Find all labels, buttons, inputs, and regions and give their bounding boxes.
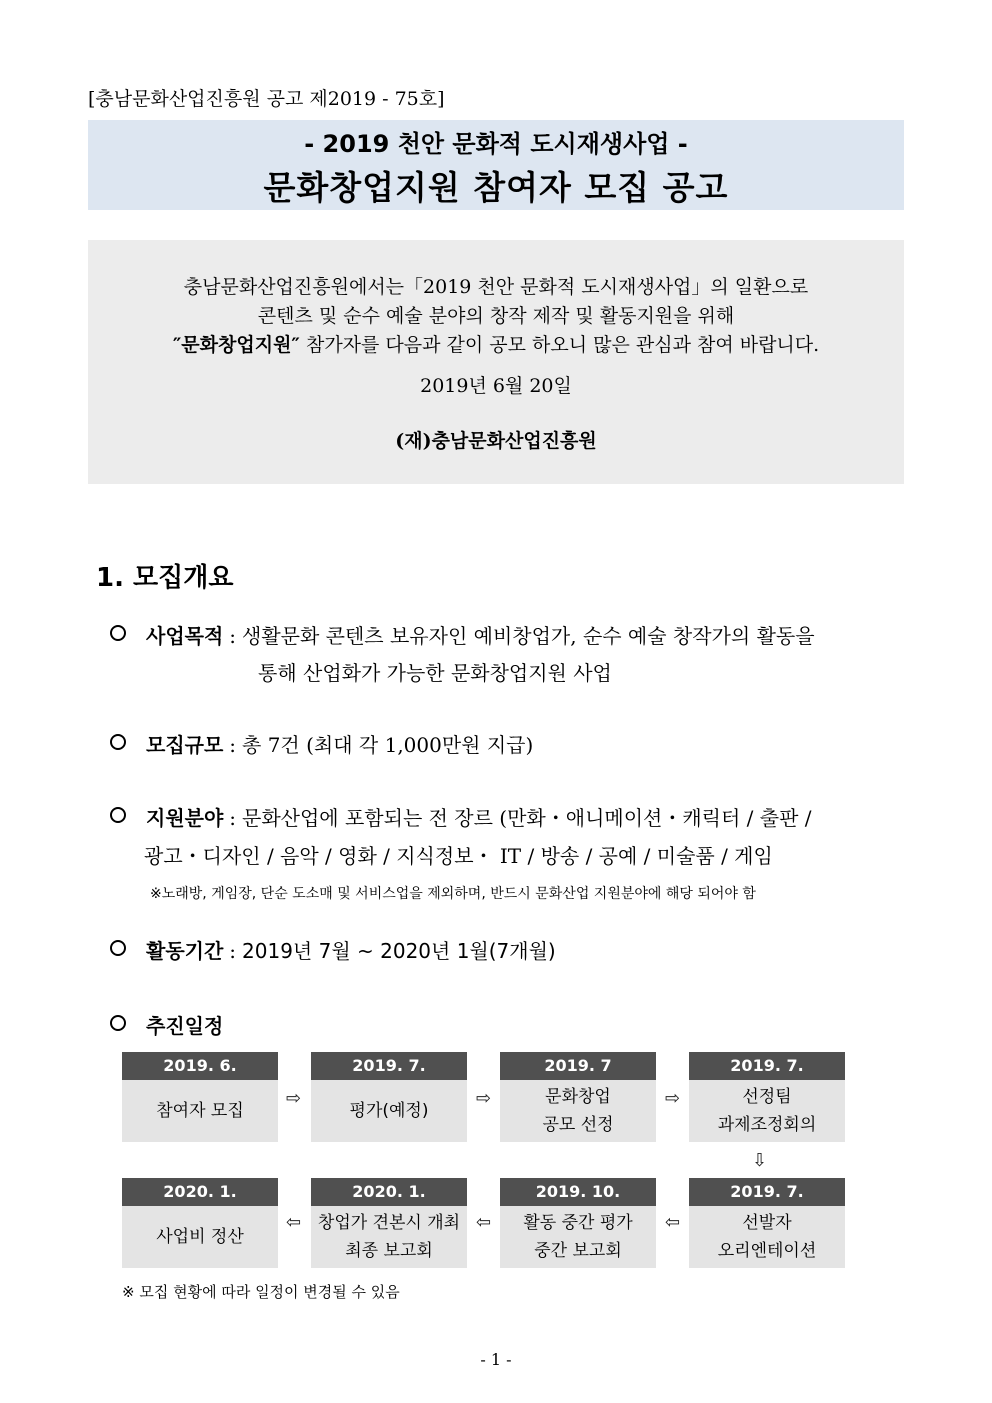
step-text: 문화창업 [545,1087,611,1107]
intro-line-1: 충남문화산업진흥원에서는「2019 천안 문화적 도시재생사업」의 일환으로 [183,276,809,298]
step-text: 평가(예정) [349,1101,429,1121]
arrow-right-icon: ⇨ [286,1088,302,1109]
purpose-label: 사업목적 [146,624,224,648]
section-title: 1. 모집개요 [96,563,234,593]
step-date: 2019. 6. [122,1052,278,1080]
title-subtitle: - 2019 천안 문화적 도시재생사업 - [304,130,688,158]
period-label: 활동기간 [146,939,224,963]
schedule-step-1 [122,1052,278,1142]
scale-row [110,729,533,758]
period-row [110,935,556,964]
purpose-text-1: 생활문화 콘텐츠 보유자인 예비창업가, 순수 예술 창작가의 활동을 [242,624,815,648]
schedule-footnote: ※ 모집 현황에 따라 일정이 변경될 수 있음 [122,1283,400,1301]
period-text: 2019년 7월 ~ 2020년 1월(7개월) [242,939,556,963]
bullet-circle-icon [110,940,126,956]
step-date: 2020. 1. [122,1178,278,1206]
arrow-left-icon: ⇦ [665,1212,681,1233]
step-date: 2020. 1. [311,1178,467,1206]
organization-name: (재)충남문화산업진흥원 [395,430,597,452]
scale-label: 모집규모 [146,733,224,757]
separator: : [229,733,237,757]
step-text: 과제조정회의 [717,1115,817,1135]
step-date: 2019. 10. [500,1178,656,1206]
page-title: 문화창업지원 참여자 모집 공고 [263,168,729,207]
step-text: 활동 중간 평가 [523,1213,633,1233]
step-text: 중간 보고회 [534,1241,622,1261]
separator: : [229,624,237,648]
intro-line-3 [88,330,904,357]
schedule-step-4 [689,1052,845,1142]
step-date: 2019. 7 [500,1052,656,1080]
arrow-right-icon: ⇨ [476,1088,492,1109]
step-text: 창업가 견본시 개최 [317,1213,461,1233]
arrow-left-icon: ⇦ [286,1212,302,1233]
schedule-step-3 [500,1052,656,1142]
field-text-1: 문화산업에 포함되는 전 장르 (만화・애니메이션・캐릭터 / 출판 / [242,806,812,830]
intro-program-name: ″문화창업지원″ [172,334,300,356]
field-text-2: 광고・디자인 / 음악 / 영화 / 지식정보・ IT / 방송 / 공예 / 미술품 / 게임 [144,844,773,868]
arrow-left-icon: ⇦ [476,1212,492,1233]
bullet-circle-icon [110,1015,126,1031]
intro-line-2: 콘텐츠 및 순수 예술 분야의 창작 제작 및 활동지원을 위해 [257,305,735,327]
field-label: 지원분야 [146,806,224,830]
bullet-circle-icon [110,807,126,823]
intro-box [88,240,904,484]
schedule-step-7 [311,1178,467,1268]
field-note: ※노래방, 게임장, 단순 도소매 및 서비스업을 제외하며, 반드시 문화산업 지원분야에 해당 되어야 함 [150,886,756,902]
purpose-row [110,620,815,649]
announcement-date: 2019년 6월 20일 [420,375,572,397]
schedule-step-5 [689,1178,845,1268]
step-date: 2019. 7. [689,1052,845,1080]
schedule-step-8 [122,1178,278,1268]
purpose-text-2: 통해 산업화가 가능한 문화창업지원 사업 [258,661,612,685]
step-date: 2019. 7. [689,1178,845,1206]
arrow-right-icon: ⇨ [665,1088,681,1109]
step-text: 오리엔테이션 [717,1241,817,1261]
step-text: 공모 선정 [542,1115,614,1135]
scale-text: 총 7건 (최대 각 1,000만원 지급) [242,733,534,757]
step-text: 선발자 [742,1213,792,1233]
schedule-step-6 [500,1178,656,1268]
bullet-circle-icon [110,734,126,750]
step-text: 최종 보고회 [345,1241,433,1261]
arrow-down-icon: ⇩ [752,1150,768,1171]
page-number: - 1 - [480,1350,512,1369]
schedule-label: 추진일정 [146,1014,224,1038]
step-date: 2019. 7. [311,1052,467,1080]
schedule-row [110,1010,223,1039]
step-text: 참여자 모집 [156,1101,244,1121]
intro-line-3-text: 참가자를 다음과 같이 공모 하오니 많은 관심과 참여 바랍니다. [299,334,820,356]
separator: : [229,939,237,963]
step-text: 선정팀 [742,1087,792,1107]
schedule-step-2 [311,1052,467,1142]
bullet-circle-icon [110,625,126,641]
notice-number: [충남문화산업진흥원 공고 제2019 - 75호] [88,88,445,110]
step-text: 사업비 정산 [156,1227,244,1247]
separator: : [229,806,237,830]
field-row [110,802,812,831]
title-box [88,120,904,210]
